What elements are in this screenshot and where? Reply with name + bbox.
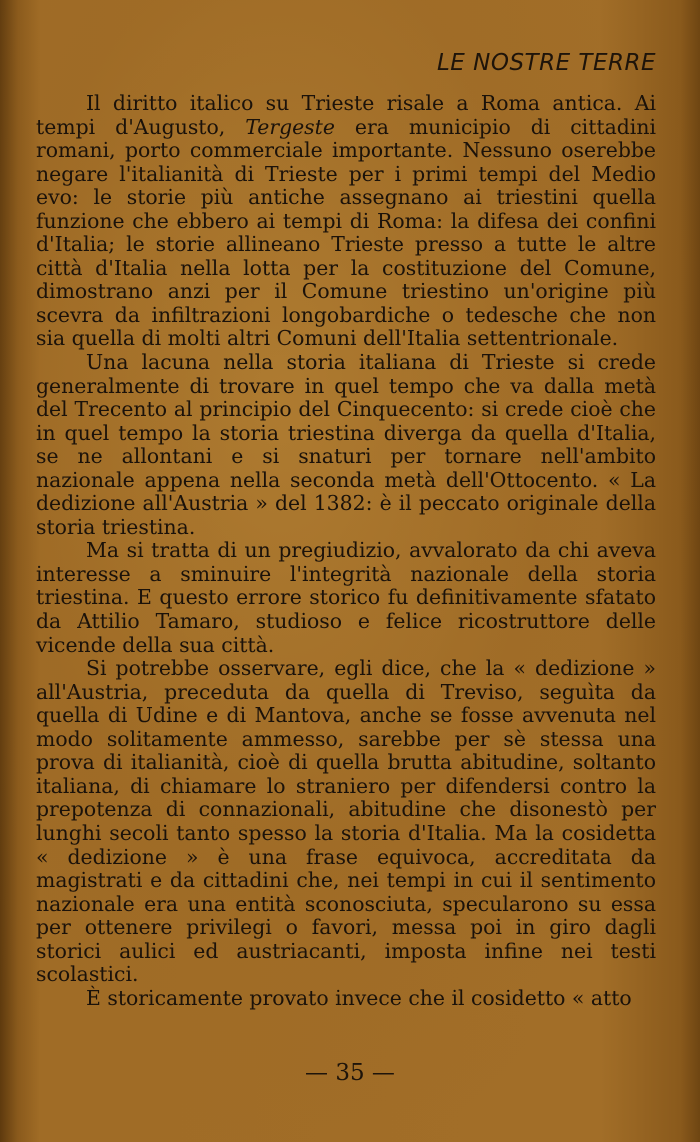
paragraph-1: [36, 92, 656, 351]
running-header: LE NOSTRE TERRE: [436, 50, 656, 76]
paragraph-2: Una lacuna nella storia italiana di Trieste si crede generalmente di trovare in quel tempo che va dalla metà del Trecento al principio del Cinquecento: si crede cioè che in quel tempo la storia triestina diverga da quella d'Italia, se ne allontani e si snaturi per tornare nell'ambito nazionale appena nella seconda metà dell'Ottocento. « La dedizione all'Austria » del 1382: è il peccato originale della storia triestina.: [36, 350, 656, 539]
paragraph-1-end: era municipio di cittadini romani, porto commerciale importante. Nessuno oserebbe negare l'italianità di Trieste per i primi tempi del Medio evo: le storie più antiche assegnano ai triestini quella funzione che ebbero ai tempi di Roma: la difesa dei confini d'Italia; le storie allineano Trieste presso a tutte le altre città d'Italia nella lotta per la costituzione del Comune, dimostrano anzi per il Comune triestino un'origine più scevra da infiltrazioni longobardiche o tedesche che non sia quella di molti altri Comuni dell'Italia settentrionale.: [36, 114, 656, 351]
tergeste-italic: Tergeste: [245, 114, 335, 139]
page-body: [36, 92, 656, 1010]
paragraph-5: È storicamente provato invece che il cosidetto « atto: [86, 985, 632, 1010]
paragraph-3: Ma si tratta di un pregiudizio, avvalorato da chi aveva interesse a sminuire l'integrità nazionale della storia triestina. E questo errore storico fu definitivamente sfatato da Attilio Tamaro, studioso e felice ricostruttore delle vicende della sua città.: [36, 538, 656, 657]
paragraph-1-start: Il diritto italico su Trieste risale a Roma antica. Ai tempi d'Augusto,: [36, 91, 656, 139]
page-number: — 35 —: [305, 1060, 395, 1086]
paragraph-4: Si potrebbe osservare, egli dice, che la « dedizione » all'Austria, preceduta da quella di Treviso, seguìta da quella di Udine e di Mantova, anche se fosse avvenuta nel modo solitamente ammesso, sarebbe per sè stessa una prova di italianità, cioè di quella brutta abitudine, soltanto italiana, di chiamare lo straniero per difendersi contro la prepotenza di connazionali, abitudine che disonestò per lunghi secoli tanto spesso la storia d'Italia. Ma la cosidetta « dedizione » è una frase equivoca, accreditata da magistrati e da cittadini che, nei tempi in cui il sentimento nazionale era una entità sconosciuta, specularono su essa per ottenere privilegi o favori, messa poi in giro dagli storici aulici ed austriacanti, imposta infine nei testi scolastici.: [36, 656, 656, 987]
